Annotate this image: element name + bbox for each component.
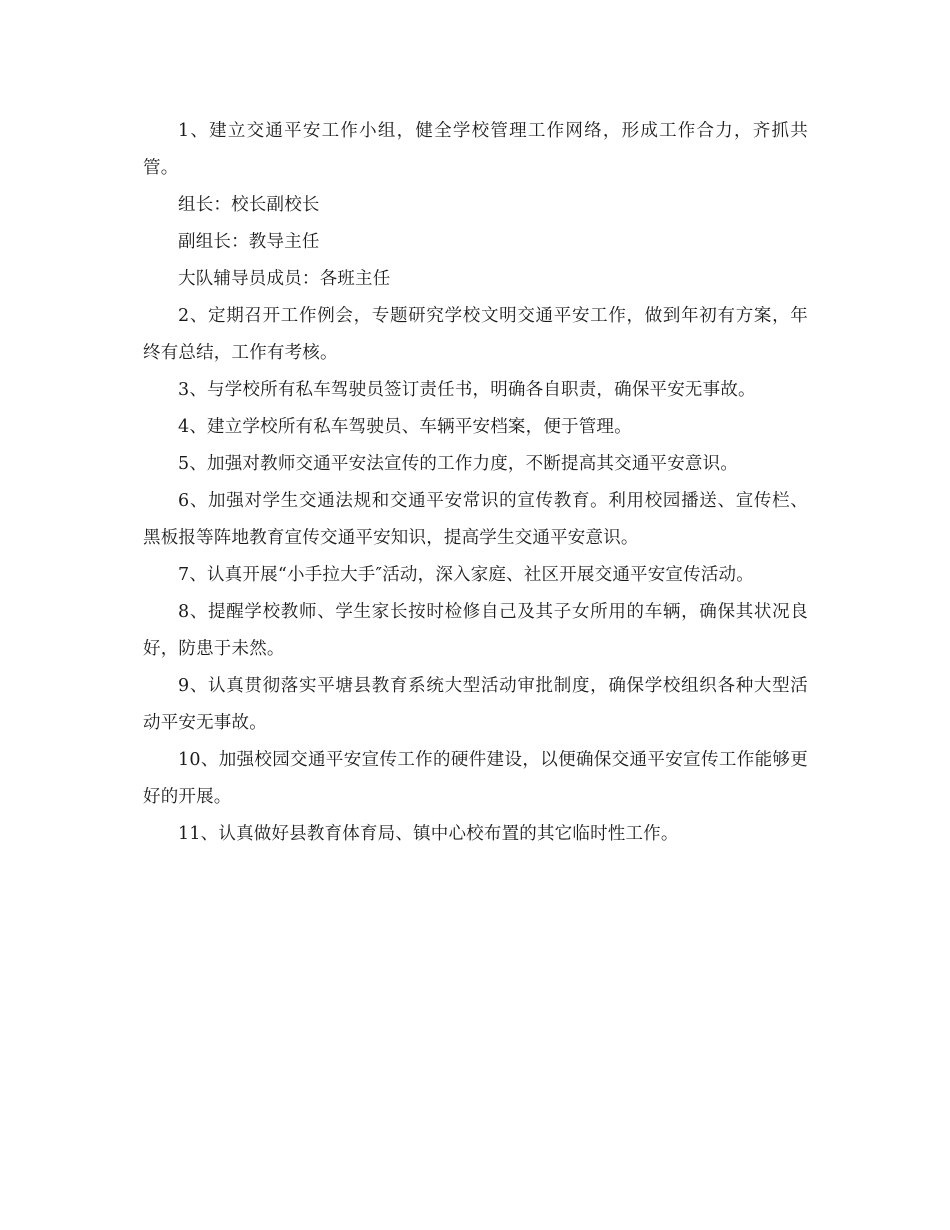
- paragraph-item-9: 9、认真贯彻落实平塘县教育系统大型活动审批制度，确保学校组织各种大型活动平安无事故。: [143, 676, 808, 733]
- paragraph-item-3: 3、与学校所有私车驾驶员签订责任书，明确各自职责，确保平安无事故。: [178, 380, 756, 400]
- paragraph-item-8: 8、提醒学校教师、学生家长按时检修自己及其子女所用的车辆，确保其状况良好，防患于未然。: [143, 602, 808, 659]
- paragraph-item-6: 6、加强对学生交通法规和交通平安常识的宣传教育。利用校园播送、宣传栏、黑板报等阵地教育宣传交通平安知识，提高学生交通平安意识。: [143, 491, 808, 548]
- paragraph-item-7: 7、认真开展“小手拉大手″活动，深入家庭、社区开展交通平安宣传活动。: [178, 565, 754, 585]
- paragraph-item-1: 1、建立交通平安工作小组，健全学校管理工作网络，形成工作合力，齐抓共管。: [143, 121, 808, 178]
- paragraph-item-4: 4、建立学校所有私车驾驶员、车辆平安档案，便于管理。: [178, 417, 632, 437]
- paragraph-item-2: 2、定期召开工作例会，专题研究学校文明交通平安工作，做到年初有方案，年终有总结，工作有考核。: [143, 306, 808, 363]
- paragraph-group-leader: 组长：校长副校长: [178, 195, 320, 215]
- paragraph-item-5: 5、加强对教师交通平安法宣传的工作力度，不断提高其交通平安意识。: [178, 454, 739, 474]
- paragraph-members: 大队辅导员成员：各班主任: [178, 269, 391, 289]
- paragraph-deputy-leader: 副组长：教导主任: [178, 232, 320, 252]
- paragraph-item-11: 11、认真做好县教育体育局、镇中心校布置的其它临时性工作。: [178, 824, 679, 844]
- document-body: [143, 113, 808, 853]
- paragraph-item-10: 10、加强校园交通平安宣传工作的硬件建设，以便确保交通平安宣传工作能够更好的开展。: [143, 750, 808, 807]
